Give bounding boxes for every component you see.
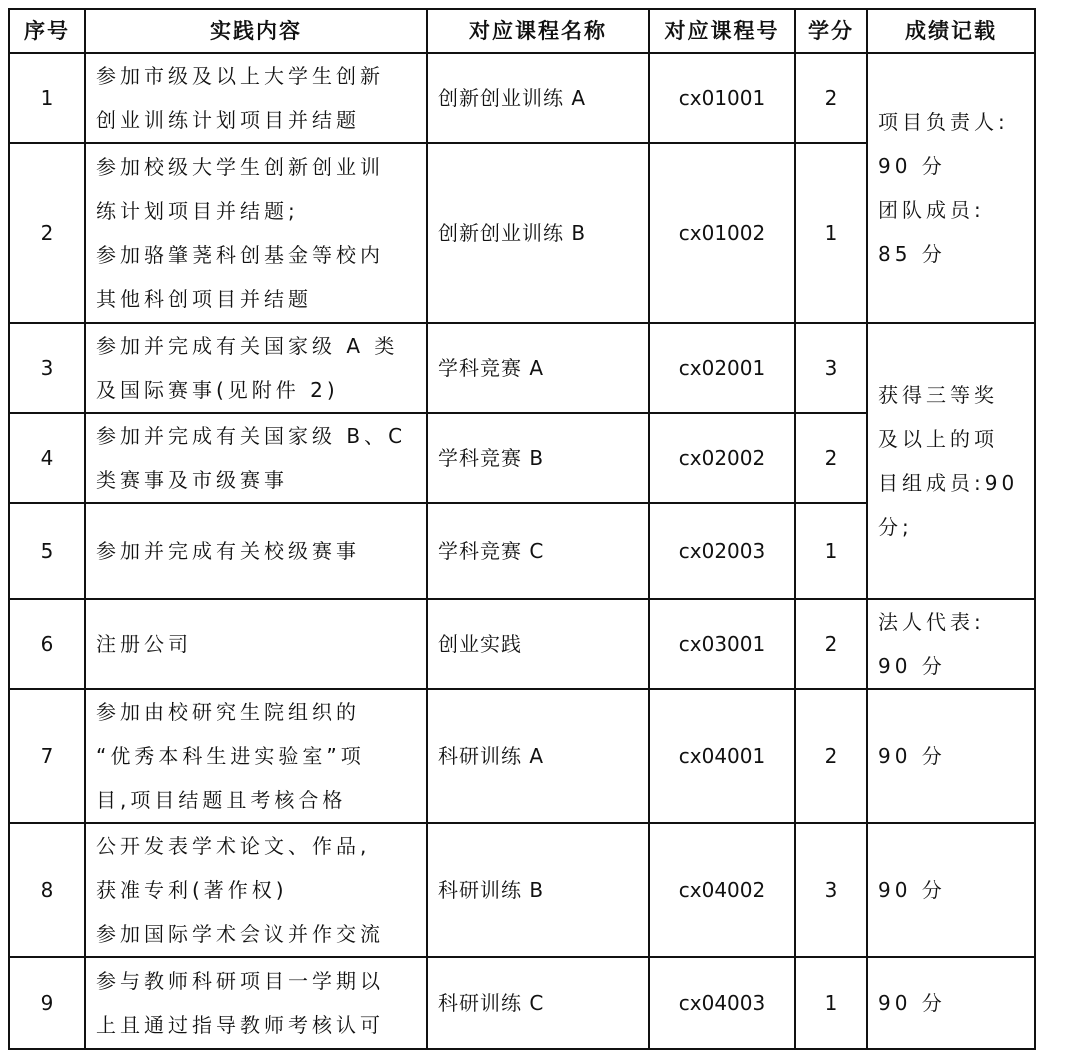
table-row <box>9 689 1035 823</box>
course-name-cell: 科研训练 A <box>427 689 649 823</box>
credit-cell: 1 <box>795 143 867 323</box>
seq-cell: 8 <box>9 823 85 957</box>
table-row <box>9 599 1035 689</box>
content-cell: 公开发表学术论文、作品, 获准专利(著作权) 参加国际学术会议并作交流 <box>85 823 427 957</box>
credit-cell: 1 <box>795 957 867 1049</box>
course-name-cell: 科研训练 B <box>427 823 649 957</box>
course-no-cell: cx01002 <box>649 143 795 323</box>
content-cell: 参加并完成有关国家级 B、C 类赛事及市级赛事 <box>85 413 427 503</box>
header-course-no: 对应课程号 <box>649 9 795 53</box>
credit-cell: 3 <box>795 823 867 957</box>
grade-cell-innovation: 项目负责人: 90 分 团队成员: 85 分 <box>867 53 1035 323</box>
course-no-cell: cx02002 <box>649 413 795 503</box>
grade-cell: 90 分 <box>867 823 1035 957</box>
course-name-cell: 学科竞赛 A <box>427 323 649 413</box>
header-row <box>9 9 1035 53</box>
grade-cell: 90 分 <box>867 957 1035 1049</box>
content-cell: 参加并完成有关国家级 A 类 及国际赛事(见附件 2) <box>85 323 427 413</box>
credit-cell: 2 <box>795 689 867 823</box>
grade-cell: 法人代表: 90 分 <box>867 599 1035 689</box>
course-no-cell: cx03001 <box>649 599 795 689</box>
content-cell: 参与教师科研项目一学期以 上且通过指导教师考核认可 <box>85 957 427 1049</box>
seq-cell: 7 <box>9 689 85 823</box>
credit-cell: 2 <box>795 53 867 143</box>
credit-cell: 1 <box>795 503 867 599</box>
course-no-cell: cx04003 <box>649 957 795 1049</box>
course-no-cell: cx02003 <box>649 503 795 599</box>
course-name-cell: 创新创业训练 B <box>427 143 649 323</box>
table-row <box>9 823 1035 957</box>
content-cell: 注册公司 <box>85 599 427 689</box>
seq-cell: 6 <box>9 599 85 689</box>
content-cell: 参加校级大学生创新创业训 练计划项目并结题; 参加骆肇荛科创基金等校内 其他科创项目并结题 <box>85 143 427 323</box>
seq-cell: 9 <box>9 957 85 1049</box>
seq-cell: 1 <box>9 53 85 143</box>
course-no-cell: cx02001 <box>649 323 795 413</box>
seq-cell: 5 <box>9 503 85 599</box>
practice-credit-table <box>8 8 1036 1050</box>
grade-cell-competition: 获得三等奖 及以上的项 目组成员:90 分; <box>867 323 1035 599</box>
content-cell: 参加市级及以上大学生创新 创业训练计划项目并结题 <box>85 53 427 143</box>
table-row <box>9 957 1035 1049</box>
course-name-cell: 学科竞赛 C <box>427 503 649 599</box>
course-name-cell: 学科竞赛 B <box>427 413 649 503</box>
content-cell: 参加由校研究生院组织的 “优秀本科生进实验室”项 目,项目结题且考核合格 <box>85 689 427 823</box>
header-course-name: 对应课程名称 <box>427 9 649 53</box>
credit-cell: 3 <box>795 323 867 413</box>
course-no-cell: cx04002 <box>649 823 795 957</box>
document-page <box>8 8 1036 1050</box>
header-grade: 成绩记载 <box>867 9 1035 53</box>
credit-cell: 2 <box>795 413 867 503</box>
grade-cell: 90 分 <box>867 689 1035 823</box>
credit-cell: 2 <box>795 599 867 689</box>
content-cell: 参加并完成有关校级赛事 <box>85 503 427 599</box>
course-no-cell: cx01001 <box>649 53 795 143</box>
seq-cell: 2 <box>9 143 85 323</box>
seq-cell: 4 <box>9 413 85 503</box>
table-row <box>9 53 1035 143</box>
header-credit: 学分 <box>795 9 867 53</box>
course-no-cell: cx04001 <box>649 689 795 823</box>
seq-cell: 3 <box>9 323 85 413</box>
header-content: 实践内容 <box>85 9 427 53</box>
course-name-cell: 创新创业训练 A <box>427 53 649 143</box>
table-row <box>9 323 1035 413</box>
course-name-cell: 科研训练 C <box>427 957 649 1049</box>
course-name-cell: 创业实践 <box>427 599 649 689</box>
header-seq: 序号 <box>9 9 85 53</box>
